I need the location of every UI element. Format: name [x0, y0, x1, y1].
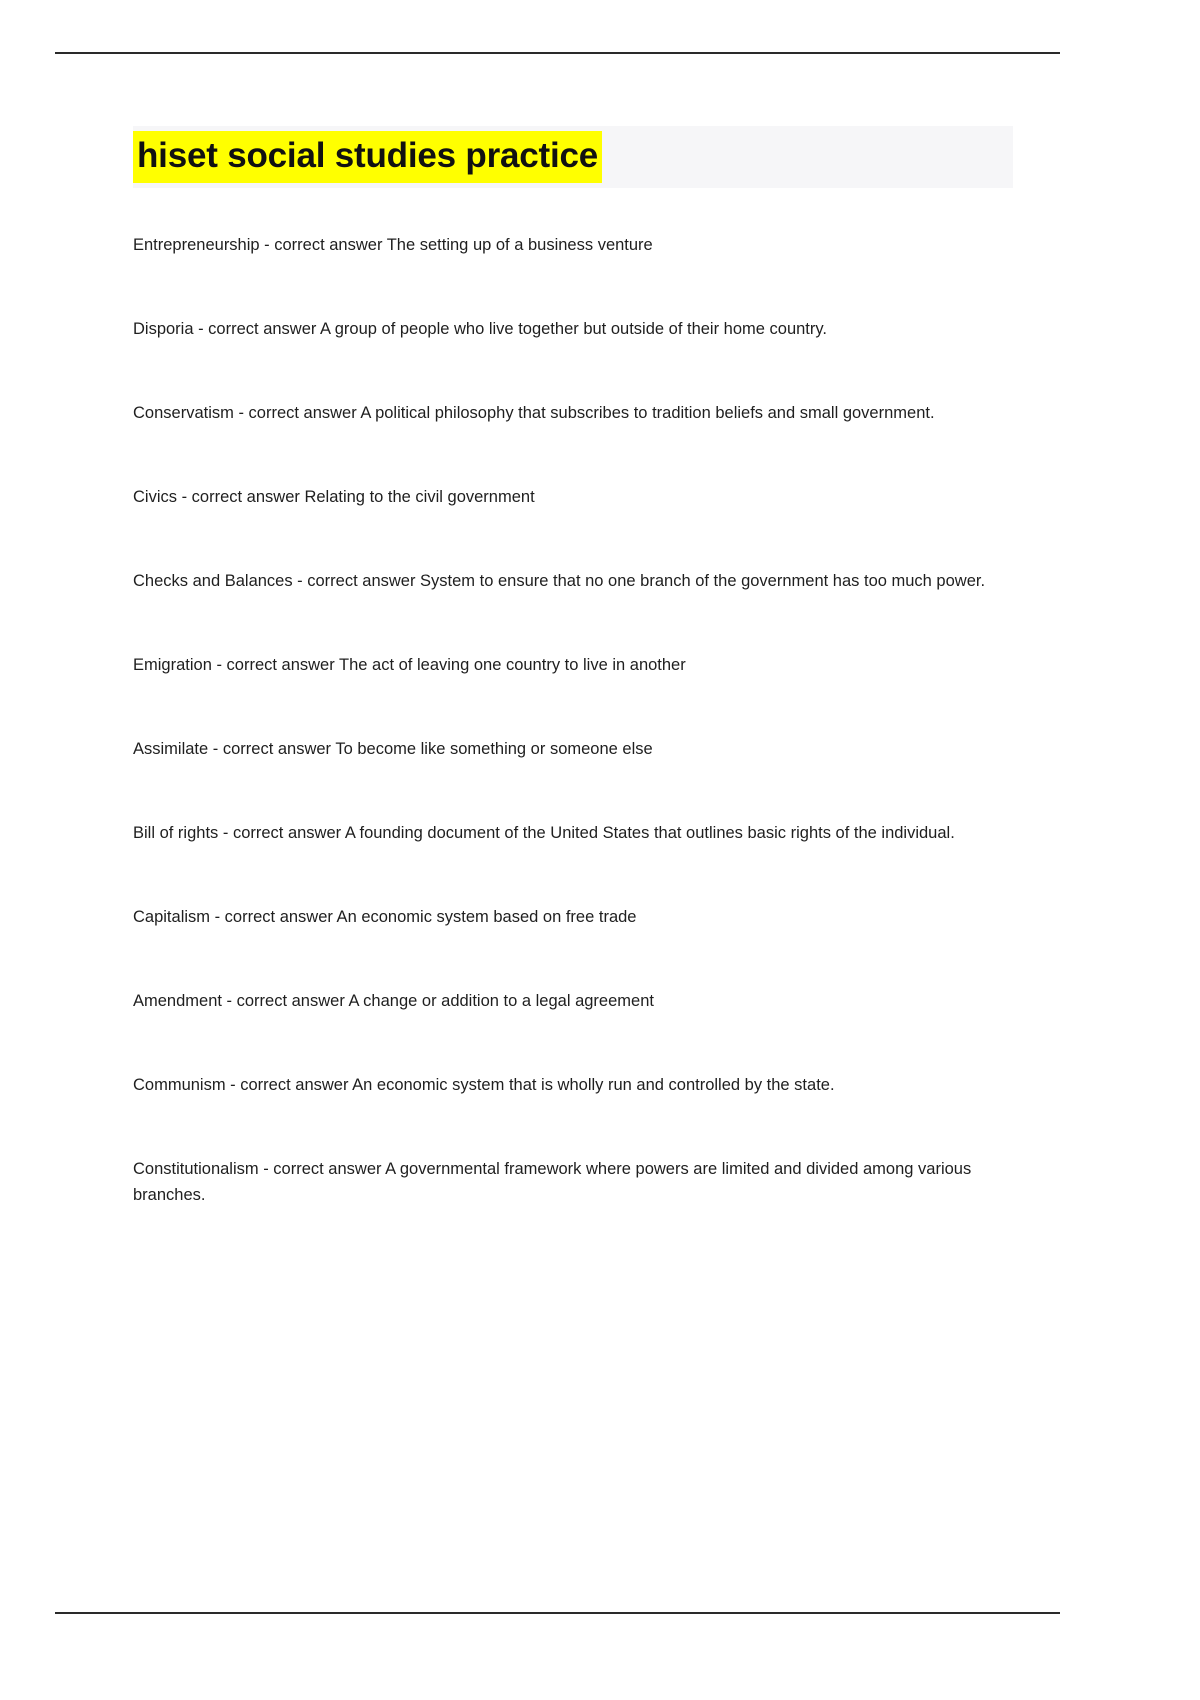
list-item: Constitutionalism - correct answer A governmental framework where powers are limited and divided among various branches. — [133, 1160, 972, 1204]
list-item: Conservatism - correct answer A political philosophy that subscribes to tradition beliefs and small government. — [133, 404, 935, 422]
entry-list — [133, 232, 1013, 1208]
header-divider — [55, 52, 1060, 54]
page-title: hiset social studies practice — [133, 131, 602, 183]
list-item: Bill of rights - correct answer A founding document of the United States that outlines basic rights of the individual. — [133, 824, 955, 842]
list-item: Entrepreneurship - correct answer The setting up of a business venture — [133, 236, 653, 254]
document-content — [133, 126, 1013, 1208]
list-item: Communism - correct answer An economic system that is wholly run and controlled by the state. — [133, 1076, 835, 1094]
footer-divider — [55, 1612, 1060, 1614]
list-item: Civics - correct answer Relating to the civil government — [133, 488, 535, 506]
list-item: Capitalism - correct answer An economic system based on free trade — [133, 908, 637, 926]
list-item: Checks and Balances - correct answer System to ensure that no one branch of the government has too much power. — [133, 572, 986, 590]
title-band — [133, 126, 1013, 188]
list-item: Disporia - correct answer A group of people who live together but outside of their home country. — [133, 320, 827, 338]
list-item: Assimilate - correct answer To become like something or someone else — [133, 740, 653, 758]
list-item: Amendment - correct answer A change or addition to a legal agreement — [133, 992, 654, 1010]
list-item: Emigration - correct answer The act of leaving one country to live in another — [133, 656, 686, 674]
